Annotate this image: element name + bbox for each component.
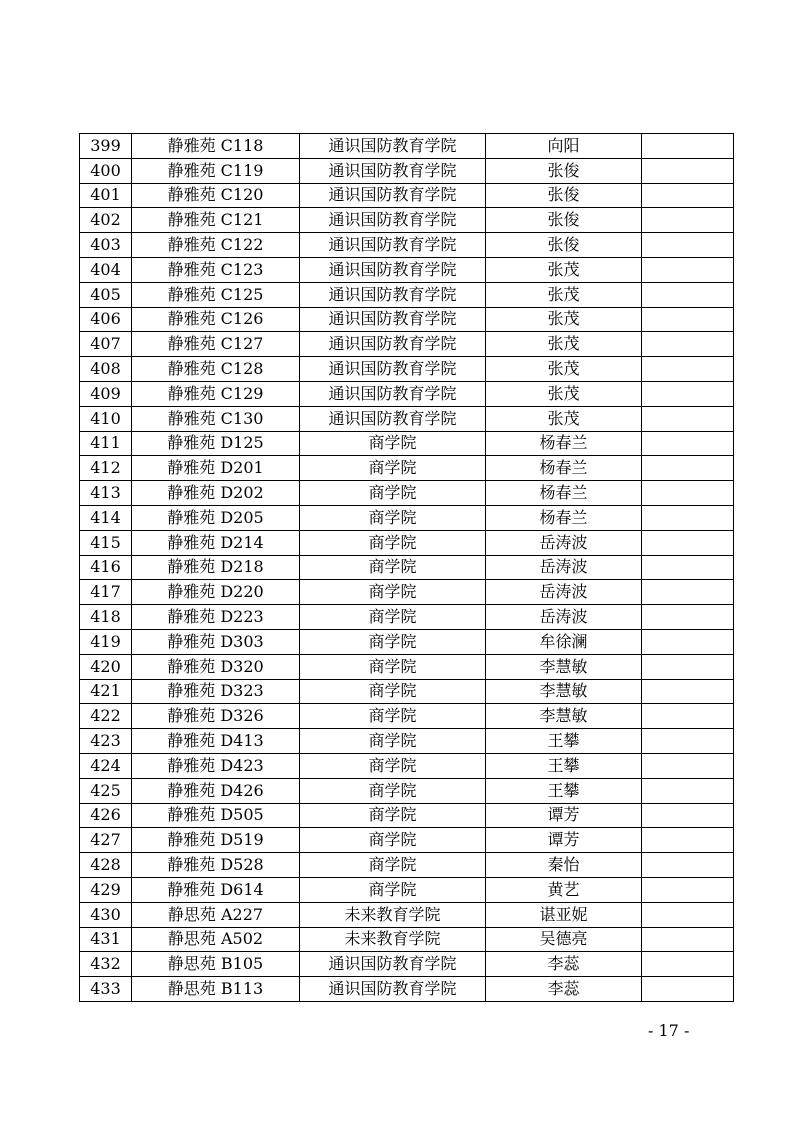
remark-cell [642,381,734,406]
remark-cell [642,357,734,382]
row-number-cell: 423 [80,729,132,754]
row-number-cell: 428 [80,853,132,878]
room-cell: 静雅苑 D413 [132,729,300,754]
table-row [80,729,734,754]
room-cell: 静思苑 B113 [132,977,300,1002]
college-cell: 商学院 [300,530,486,555]
room-cell: 静雅苑 D125 [132,431,300,456]
counselor-cell: 吴德亮 [486,927,642,952]
table-row [80,654,734,679]
table-row [80,828,734,853]
room-cell: 静雅苑 D528 [132,853,300,878]
college-cell: 通识国防教育学院 [300,381,486,406]
college-cell: 商学院 [300,481,486,506]
college-cell: 通识国防教育学院 [300,233,486,258]
remark-cell [642,679,734,704]
room-cell: 静雅苑 D205 [132,505,300,530]
room-cell: 静雅苑 C130 [132,406,300,431]
remark-cell [642,481,734,506]
remark-cell [642,828,734,853]
room-cell: 静雅苑 C123 [132,257,300,282]
college-cell: 商学院 [300,431,486,456]
table-row [80,208,734,233]
college-cell: 商学院 [300,877,486,902]
room-cell: 静雅苑 C127 [132,332,300,357]
remark-cell [642,555,734,580]
college-cell: 商学院 [300,505,486,530]
room-cell: 静雅苑 C120 [132,183,300,208]
room-cell: 静思苑 A502 [132,927,300,952]
row-number-cell: 418 [80,605,132,630]
college-cell: 通识国防教育学院 [300,952,486,977]
remark-cell [642,902,734,927]
remark-cell [642,605,734,630]
college-cell: 通识国防教育学院 [300,257,486,282]
remark-cell [642,233,734,258]
remark-cell [642,853,734,878]
remark-cell [642,332,734,357]
college-cell: 商学院 [300,828,486,853]
room-cell: 静思苑 A227 [132,902,300,927]
remark-cell [642,952,734,977]
row-number-cell: 426 [80,803,132,828]
college-cell: 未来教育学院 [300,927,486,952]
remark-cell [642,307,734,332]
remark-cell [642,530,734,555]
table-row [80,282,734,307]
room-cell: 静雅苑 D214 [132,530,300,555]
room-cell: 静雅苑 D201 [132,456,300,481]
college-cell: 商学院 [300,853,486,878]
room-cell: 静雅苑 C129 [132,381,300,406]
college-cell: 通识国防教育学院 [300,208,486,233]
row-number-cell: 408 [80,357,132,382]
counselor-cell: 杨春兰 [486,456,642,481]
remark-cell [642,134,734,159]
counselor-cell: 王攀 [486,778,642,803]
room-cell: 静雅苑 C126 [132,307,300,332]
remark-cell [642,208,734,233]
row-number-cell: 422 [80,704,132,729]
table-row [80,629,734,654]
counselor-cell: 杨春兰 [486,481,642,506]
row-number-cell: 402 [80,208,132,233]
counselor-cell: 张茂 [486,332,642,357]
counselor-cell: 李蕊 [486,952,642,977]
room-cell: 静雅苑 D423 [132,753,300,778]
table-row [80,927,734,952]
college-cell: 商学院 [300,729,486,754]
room-cell: 静雅苑 D519 [132,828,300,853]
college-cell: 未来教育学院 [300,902,486,927]
college-cell: 通识国防教育学院 [300,357,486,382]
table-row [80,134,734,159]
row-number-cell: 424 [80,753,132,778]
college-cell: 商学院 [300,555,486,580]
row-number-cell: 401 [80,183,132,208]
counselor-cell: 张俊 [486,233,642,258]
college-cell: 商学院 [300,778,486,803]
table-row [80,877,734,902]
remark-cell [642,927,734,952]
row-number-cell: 411 [80,431,132,456]
counselor-cell: 李慧敏 [486,654,642,679]
counselor-cell: 张俊 [486,183,642,208]
counselor-cell: 谌亚妮 [486,902,642,927]
remark-cell [642,729,734,754]
counselor-cell: 谭芳 [486,803,642,828]
remark-cell [642,183,734,208]
remark-cell [642,778,734,803]
remark-cell [642,580,734,605]
row-number-cell: 415 [80,530,132,555]
remark-cell [642,753,734,778]
college-cell: 商学院 [300,654,486,679]
table-row [80,307,734,332]
counselor-cell: 岳涛波 [486,580,642,605]
row-number-cell: 410 [80,406,132,431]
college-cell: 通识国防教育学院 [300,282,486,307]
remark-cell [642,977,734,1002]
table-row [80,332,734,357]
counselor-cell: 张俊 [486,208,642,233]
row-number-cell: 419 [80,629,132,654]
table-row [80,233,734,258]
room-cell: 静雅苑 C121 [132,208,300,233]
counselor-cell: 谭芳 [486,828,642,853]
row-number-cell: 406 [80,307,132,332]
counselor-cell: 张茂 [486,406,642,431]
row-number-cell: 403 [80,233,132,258]
table-row [80,505,734,530]
remark-cell [642,282,734,307]
table-row [80,605,734,630]
table-row [80,803,734,828]
table-row [80,530,734,555]
row-number-cell: 400 [80,158,132,183]
row-number-cell: 432 [80,952,132,977]
table-row [80,481,734,506]
room-cell: 静雅苑 C125 [132,282,300,307]
college-cell: 通识国防教育学院 [300,307,486,332]
college-cell: 商学院 [300,803,486,828]
table-row [80,753,734,778]
table-row [80,257,734,282]
counselor-cell: 向阳 [486,134,642,159]
dormitory-assignment-table [79,133,734,1002]
college-cell: 商学院 [300,605,486,630]
college-cell: 商学院 [300,679,486,704]
room-cell: 静雅苑 D218 [132,555,300,580]
college-cell: 商学院 [300,456,486,481]
table-body [80,134,734,1002]
remark-cell [642,629,734,654]
counselor-cell: 张茂 [486,381,642,406]
remark-cell [642,456,734,481]
table-row [80,778,734,803]
room-cell: 静雅苑 C119 [132,158,300,183]
room-cell: 静雅苑 D223 [132,605,300,630]
counselor-cell: 杨春兰 [486,505,642,530]
table-row [80,580,734,605]
college-cell: 商学院 [300,704,486,729]
counselor-cell: 张茂 [486,357,642,382]
row-number-cell: 420 [80,654,132,679]
room-cell: 静雅苑 D320 [132,654,300,679]
counselor-cell: 黄艺 [486,877,642,902]
row-number-cell: 414 [80,505,132,530]
table-row [80,431,734,456]
table-row [80,456,734,481]
college-cell: 商学院 [300,629,486,654]
college-cell: 商学院 [300,753,486,778]
college-cell: 通识国防教育学院 [300,134,486,159]
counselor-cell: 张俊 [486,158,642,183]
counselor-cell: 牟徐澜 [486,629,642,654]
remark-cell [642,406,734,431]
row-number-cell: 407 [80,332,132,357]
room-cell: 静雅苑 D614 [132,877,300,902]
room-cell: 静思苑 B105 [132,952,300,977]
table-row [80,977,734,1002]
remark-cell [642,803,734,828]
remark-cell [642,431,734,456]
counselor-cell: 李慧敏 [486,679,642,704]
row-number-cell: 431 [80,927,132,952]
college-cell: 通识国防教育学院 [300,158,486,183]
room-cell: 静雅苑 D202 [132,481,300,506]
room-cell: 静雅苑 D220 [132,580,300,605]
row-number-cell: 416 [80,555,132,580]
room-cell: 静雅苑 C118 [132,134,300,159]
table-row [80,406,734,431]
row-number-cell: 399 [80,134,132,159]
counselor-cell: 李蕊 [486,977,642,1002]
remark-cell [642,257,734,282]
college-cell: 通识国防教育学院 [300,183,486,208]
college-cell: 商学院 [300,580,486,605]
table-row [80,381,734,406]
counselor-cell: 岳涛波 [486,530,642,555]
dormitory-table-container [79,133,734,1002]
remark-cell [642,158,734,183]
table-row [80,357,734,382]
row-number-cell: 421 [80,679,132,704]
room-cell: 静雅苑 C122 [132,233,300,258]
room-cell: 静雅苑 D303 [132,629,300,654]
table-row [80,704,734,729]
row-number-cell: 430 [80,902,132,927]
table-row [80,853,734,878]
counselor-cell: 杨春兰 [486,431,642,456]
row-number-cell: 405 [80,282,132,307]
table-row [80,183,734,208]
row-number-cell: 417 [80,580,132,605]
page-number: - 17 - [648,1021,690,1040]
room-cell: 静雅苑 C128 [132,357,300,382]
room-cell: 静雅苑 D326 [132,704,300,729]
counselor-cell: 岳涛波 [486,555,642,580]
college-cell: 通识国防教育学院 [300,406,486,431]
counselor-cell: 张茂 [486,307,642,332]
college-cell: 通识国防教育学院 [300,977,486,1002]
counselor-cell: 张茂 [486,282,642,307]
counselor-cell: 张茂 [486,257,642,282]
counselor-cell: 岳涛波 [486,605,642,630]
row-number-cell: 404 [80,257,132,282]
table-row [80,952,734,977]
row-number-cell: 412 [80,456,132,481]
row-number-cell: 413 [80,481,132,506]
counselor-cell: 李慧敏 [486,704,642,729]
table-row [80,902,734,927]
remark-cell [642,877,734,902]
row-number-cell: 429 [80,877,132,902]
table-row [80,679,734,704]
counselor-cell: 王攀 [486,753,642,778]
table-row [80,158,734,183]
counselor-cell: 王攀 [486,729,642,754]
college-cell: 通识国防教育学院 [300,332,486,357]
row-number-cell: 427 [80,828,132,853]
room-cell: 静雅苑 D323 [132,679,300,704]
row-number-cell: 409 [80,381,132,406]
row-number-cell: 425 [80,778,132,803]
table-row [80,555,734,580]
row-number-cell: 433 [80,977,132,1002]
room-cell: 静雅苑 D505 [132,803,300,828]
remark-cell [642,654,734,679]
remark-cell [642,505,734,530]
room-cell: 静雅苑 D426 [132,778,300,803]
remark-cell [642,704,734,729]
counselor-cell: 秦怡 [486,853,642,878]
